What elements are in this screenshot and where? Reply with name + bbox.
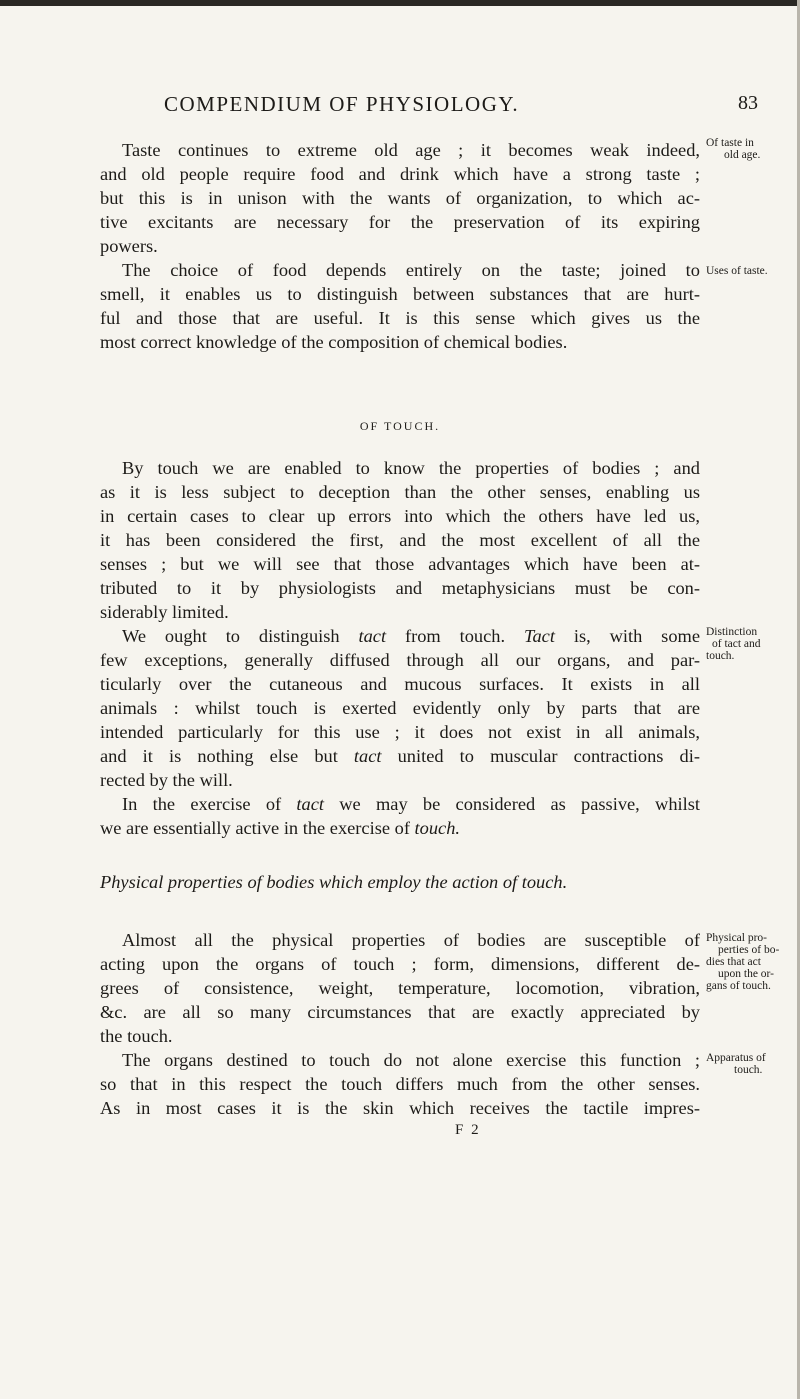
margin-note-line: dies that act: [706, 956, 761, 968]
italic-term: tact: [353, 746, 382, 766]
text-line: [100, 744, 700, 768]
margin-note-line: touch.: [706, 650, 735, 662]
italic-term: Tact: [523, 626, 555, 646]
signature-mark: F 2: [455, 1122, 481, 1138]
text-line: ticularly over the cutaneous and mucous surfaces. It exists in all: [100, 674, 700, 694]
text-run: we are essentially active in the exercise of: [100, 818, 415, 838]
text-line: the touch.: [100, 1026, 173, 1046]
margin-note-line: Physical pro-: [706, 932, 768, 944]
margin-note: [706, 626, 798, 662]
margin-note-line: Distinction: [706, 626, 758, 638]
text-line: senses ; but we will see that those advantages which have been at-: [100, 554, 700, 574]
text-line: tributed to it by physiologists and metaphysicians must be con-: [100, 578, 700, 598]
text-line: rected by the will.: [100, 770, 233, 790]
margin-note: [706, 1052, 798, 1076]
text-line: [122, 792, 700, 816]
margin-note-line: old age.: [724, 149, 761, 161]
text-line: As in most cases it is the skin which receives the tactile impres-: [100, 1098, 700, 1118]
text-line: The organs destined to touch do not alone exercise this function ;: [122, 1050, 700, 1070]
text-run: from touch.: [386, 626, 524, 646]
margin-note-line: of tact and: [712, 638, 761, 650]
text-line: grees of consistence, weight, temperature, locomotion, vibration,: [100, 978, 700, 998]
text-line: smell, it enables us to distinguish between substances that are hurt-: [100, 284, 700, 304]
text-line: but this is in unison with the wants of organization, to which ac-: [100, 188, 700, 208]
italic-term: touch.: [414, 818, 461, 838]
text-line: in certain cases to clear up errors into which the others have led us,: [100, 506, 700, 526]
page-top-border: [0, 0, 800, 6]
text-line: [122, 624, 700, 648]
text-line: intended particularly for this use ; it does not exist in all animals,: [100, 722, 700, 742]
italic-term: tact: [296, 794, 324, 814]
margin-note-line: gans of touch.: [706, 980, 771, 992]
text-line: so that in this respect the touch differs much from the other senses.: [100, 1074, 700, 1094]
text-line: and old people require food and drink which have a strong taste ;: [100, 164, 700, 184]
text-line: animals : whilst touch is exerted evidently only by parts that are: [100, 698, 700, 718]
text-line: it has been considered the first, and the most excellent of all the: [100, 530, 700, 550]
margin-note-line: touch.: [734, 1064, 763, 1076]
text-line: acting upon the organs of touch ; form, dimensions, different de-: [100, 954, 700, 974]
text-line: tive excitants are necessary for the preservation of its expiring: [100, 212, 700, 232]
margin-note: [706, 932, 798, 992]
text-line: ful and those that are useful. It is this sense which gives us the: [100, 308, 700, 328]
text-line: as it is less subject to deception than the other senses, enabling us: [100, 482, 700, 502]
text-line: Taste continues to extreme old age ; it becomes weak indeed,: [122, 140, 700, 160]
text-line: &c. are all so many circumstances that are exactly appreciated by: [100, 1002, 700, 1022]
text-run: We ought to distinguish: [122, 626, 359, 646]
text-line: [100, 816, 700, 840]
margin-note-line: upon the or-: [718, 968, 774, 980]
text-run: is, with some: [554, 626, 700, 646]
text-line: The choice of food depends entirely on the taste; joined to: [122, 260, 700, 280]
text-line: Almost all the physical properties of bodies are susceptible of: [122, 930, 700, 950]
text-run: united to muscular contractions di-: [381, 746, 700, 766]
text-run: we may be considered as passive, whilst: [324, 794, 701, 814]
margin-note-line: Of taste in: [706, 137, 754, 149]
text-line: By touch we are enabled to know the properties of bodies ; and: [122, 458, 700, 478]
text-line: few exceptions, generally diffused through all our organs, and par-: [100, 650, 700, 670]
page-number: 83: [738, 92, 758, 114]
margin-note: [706, 137, 798, 161]
margin-note-line: perties of bo-: [718, 944, 780, 956]
margin-note: [706, 265, 798, 277]
running-header: [0, 92, 800, 122]
text-line: most correct knowledge of the composition of chemical bodies.: [100, 332, 568, 352]
text-run: and it is nothing else but: [100, 746, 354, 766]
margin-note-line: Uses of taste.: [706, 265, 768, 277]
running-title: COMPENDIUM OF PHYSIOLOGY.: [164, 92, 520, 116]
section-heading: OF TOUCH.: [359, 419, 441, 433]
italic-term: tact: [358, 626, 387, 646]
margin-note-line: Apparatus of: [706, 1052, 766, 1064]
text-line: siderably limited.: [100, 602, 229, 622]
text-run: In the exercise of: [122, 794, 297, 814]
text-line: powers.: [100, 236, 158, 256]
subsection-heading: Physical properties of bodies which employ the action of touch.: [100, 872, 568, 892]
